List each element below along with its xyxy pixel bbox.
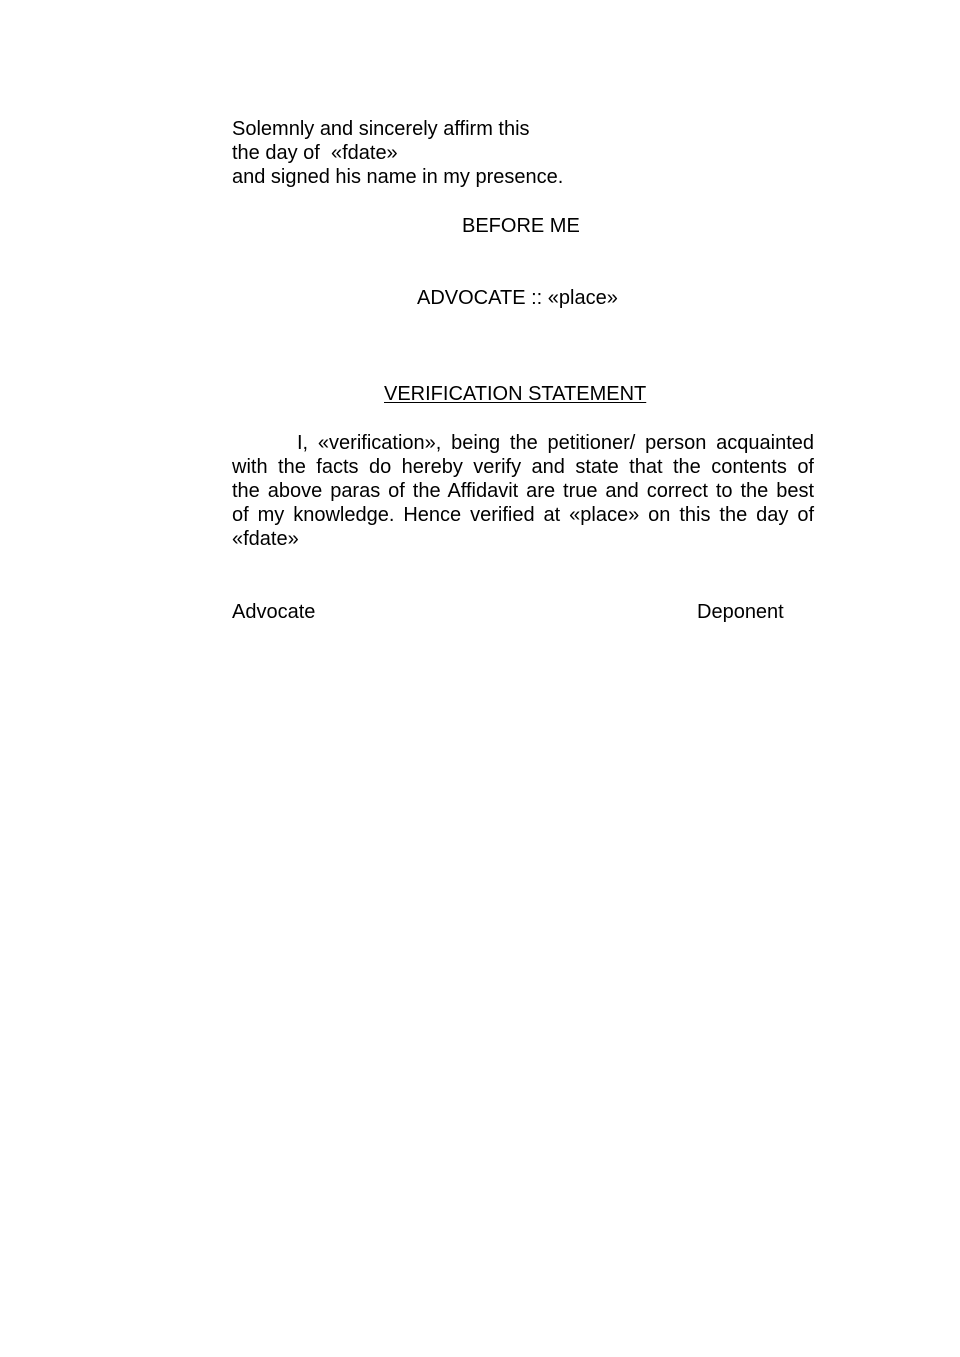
- verification-line: of my knowledge. Hence verified at «place» on this the day of: [232, 504, 814, 526]
- advocate-signature-label: Advocate: [232, 601, 316, 623]
- affirmation-line: Solemnly and sincerely affirm this: [232, 118, 530, 140]
- verification-line: I, «verification», being the petitioner/ person acquainted: [297, 432, 814, 454]
- advocate-place-label: ADVOCATE :: «place»: [417, 287, 618, 309]
- verification-heading: VERIFICATION STATEMENT: [384, 383, 647, 405]
- verification-line: «fdate»: [232, 528, 299, 550]
- affirmation-date-line: the day of «fdate»: [232, 142, 398, 164]
- before-me-label: BEFORE ME: [462, 215, 580, 237]
- affirmation-line: and signed his name in my presence.: [232, 166, 564, 188]
- affirmation-block: [232, 117, 563, 189]
- verification-line: the above paras of the Affidavit are true and correct to the best: [232, 480, 814, 502]
- verification-paragraph: [232, 431, 814, 551]
- verification-line: with the facts do hereby verify and state that the contents of: [232, 456, 814, 478]
- deponent-signature-label: Deponent: [697, 601, 784, 623]
